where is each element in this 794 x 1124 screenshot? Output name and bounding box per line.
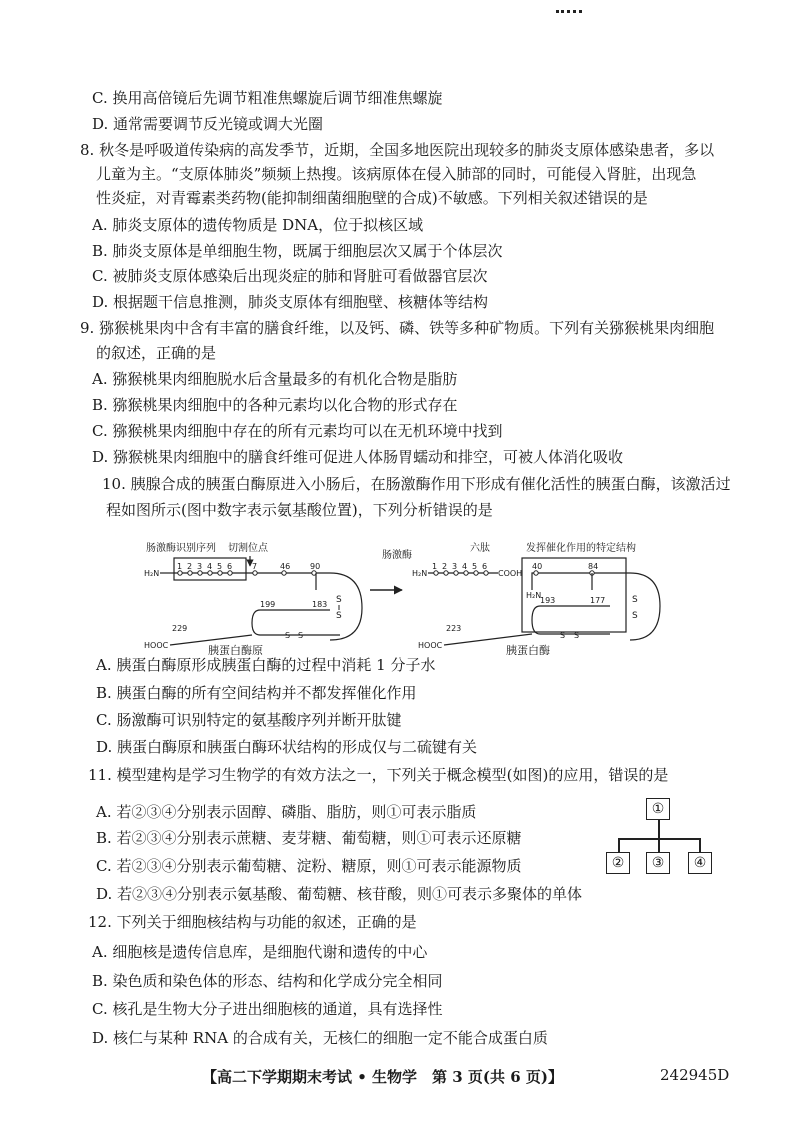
svg-text:229: 229 <box>172 624 188 633</box>
q9-option-b: B. 猕猴桃果肉细胞中的各种元素均以化合物的形式存在 <box>92 396 458 414</box>
q11-option-b: B. 若②③④分别表示蔗糖、麦芽糖、葡萄糖，则①可表示还原糖 <box>96 829 522 847</box>
q8-stem-3: 性炎症，对青霉素类药物(能抑制细菌细胞壁的合成)不敏感。下列相关叙述错误的是 <box>96 189 648 207</box>
left-cterm: HOOC <box>144 641 169 650</box>
q8-stem-1: 8. 秋冬是呼吸道传染病的高发季节，近期，全国多地医院出现较多的肺炎支原体感染患者，多以 <box>80 141 715 159</box>
svg-text:6: 6 <box>482 562 488 571</box>
q10-stem-1: 10. 胰腺合成的胰蛋白酶原进入小肠后，在肠激酶作用下形成有催化活性的胰蛋白酶，该激活过 <box>102 475 731 493</box>
svg-text:H₂N: H₂N <box>526 591 542 600</box>
svg-text:3: 3 <box>197 562 203 571</box>
label-catalytic-structure: 发挥催化作用的特定结构 <box>526 543 636 554</box>
q9-stem-1: 9. 猕猴桃果肉中含有丰富的膳食纤维，以及钙、磷、铁等多种矿物质。下列有关猕猴桃果肉细胞 <box>80 319 715 337</box>
svg-text:S: S <box>298 631 304 640</box>
q9-option-d: D. 猕猴桃果肉细胞中的膳食纤维可促进人体肠胃蠕动和排空，可被人体消化吸收 <box>92 448 624 466</box>
svg-text:40: 40 <box>532 562 543 571</box>
svg-text:193: 193 <box>540 596 556 605</box>
q12-stem: 12. 下列关于细胞核结构与功能的叙述，正确的是 <box>88 913 417 931</box>
q9-option-c: C. 猕猴桃果肉细胞中存在的所有元素均可以在无机环境中找到 <box>92 422 503 440</box>
model-box-2: ② <box>606 852 630 874</box>
footer-title: 【高二下学期期末考试 • 生物学 第 3 页(共 6 页)】 <box>202 1068 563 1086</box>
svg-text:2: 2 <box>442 562 448 571</box>
svg-text:S: S <box>560 631 566 640</box>
left-caption: 胰蛋白酶原 <box>208 644 263 655</box>
q10-option-a: A. 胰蛋白酶原形成胰蛋白酶的过程中消耗 1 分子水 <box>96 656 436 674</box>
svg-text:S: S <box>632 595 638 605</box>
q11-option-a: A. 若②③④分别表示固醇、磷脂、脂肪，则①可表示脂质 <box>96 803 477 821</box>
model-box-4: ④ <box>688 852 712 874</box>
label-cut-site: 切割位点 <box>228 543 268 554</box>
svg-text:199: 199 <box>260 600 276 609</box>
prev-option-c: C. 换用高倍镜后先调节粗准焦螺旋后调节细准焦螺旋 <box>92 89 443 107</box>
q8-option-a: A. 肺炎支原体的遗传物质是 DNA，位于拟核区域 <box>92 216 424 234</box>
footer-code: 242945D <box>660 1066 730 1084</box>
svg-text:H₂N: H₂N <box>412 569 428 578</box>
q12-option-d: D. 核仁与某种 RNA 的合成有关，无核仁的细胞一定不能合成蛋白质 <box>92 1029 548 1047</box>
q12-option-a: A. 细胞核是遗传信息库，是细胞代谢和遗传的中心 <box>92 943 428 961</box>
svg-text:5: 5 <box>472 562 478 571</box>
model-box-3: ③ <box>646 852 670 874</box>
svg-text:7: 7 <box>252 562 258 571</box>
q11-option-d: D. 若②③④分别表示氨基酸、葡萄糖、核苷酸，则①可表示多聚体的单体 <box>96 885 583 903</box>
trypsinogen-activation-figure <box>140 530 700 655</box>
q9-stem-2: 的叙述，正确的是 <box>96 344 217 362</box>
svg-text:1: 1 <box>432 562 438 571</box>
svg-text:S: S <box>285 631 291 640</box>
svg-text:1: 1 <box>177 562 183 571</box>
q8-option-c: C. 被肺炎支原体感染后出现炎症的肺和肾脏可看做器官层次 <box>92 267 488 285</box>
q12-option-b: B. 染色质和染色体的形态、结构和化学成分完全相同 <box>92 972 443 990</box>
left-nterm: H₂N <box>144 569 160 578</box>
q8-option-d: D. 根据题干信息推测，肺炎支原体有细胞壁、核糖体等结构 <box>92 293 489 311</box>
svg-text:183: 183 <box>312 600 328 609</box>
svg-text:HOOC: HOOC <box>418 641 443 650</box>
svg-text:177: 177 <box>590 596 606 605</box>
svg-text:5: 5 <box>217 562 223 571</box>
left-residue-nums <box>177 562 320 571</box>
svg-text:S: S <box>336 611 342 621</box>
q12-option-c: C. 核孔是生物大分子进出细胞核的通道，具有选择性 <box>92 1000 443 1018</box>
q8-stem-2: 儿童为主。“支原体肺炎”频频上热搜。该病原体在侵入肺部的同时，可能侵入肾脏，出现急 <box>96 165 697 183</box>
right-hexa-nums <box>432 562 487 571</box>
arrow-label-enterokinase <box>382 548 412 561</box>
svg-text:223: 223 <box>446 624 462 633</box>
svg-text:S: S <box>336 595 342 605</box>
enterokinase-label: 肠激酶 <box>382 550 412 561</box>
q10-option-c: C. 肠激酶可识别特定的氨基酸序列并断开肽键 <box>96 711 402 729</box>
svg-text:6: 6 <box>227 562 233 571</box>
label-recognition-seq: 肠激酶识别序列 <box>146 543 216 554</box>
svg-text:84: 84 <box>588 562 599 571</box>
model-box-1: ① <box>646 798 670 820</box>
q9-option-a: A. 猕猴桃果肉细胞脱水后含量最多的有机化合物是脂肪 <box>92 370 458 388</box>
svg-text:90: 90 <box>310 562 321 571</box>
svg-text:3: 3 <box>452 562 458 571</box>
svg-text:4: 4 <box>462 562 468 571</box>
svg-text:S: S <box>574 631 580 640</box>
q11-stem: 11. 模型建构是学习生物学的有效方法之一，下列关于概念模型(如图)的应用，错误的是 <box>88 766 669 784</box>
svg-text:2: 2 <box>187 562 193 571</box>
svg-text:S: S <box>632 611 638 621</box>
q8-option-b: B. 肺炎支原体是单细胞生物，既属于细胞层次又属于个体层次 <box>92 242 503 260</box>
label-hexapeptide: 六肽 <box>470 543 490 554</box>
right-caption: 胰蛋白酶 <box>506 644 550 655</box>
svg-text:COOH: COOH <box>498 569 523 578</box>
q10-option-d: D. 胰蛋白酶原和胰蛋白酶环状结构的形成仅与二硫键有关 <box>96 738 478 756</box>
q11-option-c: C. 若②③④分别表示葡萄糖、淀粉、糖原，则①可表示能源物质 <box>96 857 522 875</box>
scan-mark <box>556 10 582 19</box>
q10-option-b: B. 胰蛋白酶的所有空间结构并不都发挥催化作用 <box>96 684 417 702</box>
svg-text:46: 46 <box>280 562 291 571</box>
q10-stem-2: 程如图所示(图中数字表示氨基酸位置)，下列分析错误的是 <box>106 501 493 519</box>
prev-option-d: D. 通常需要调节反光镜或调大光圈 <box>92 115 324 133</box>
svg-text:4: 4 <box>207 562 213 571</box>
